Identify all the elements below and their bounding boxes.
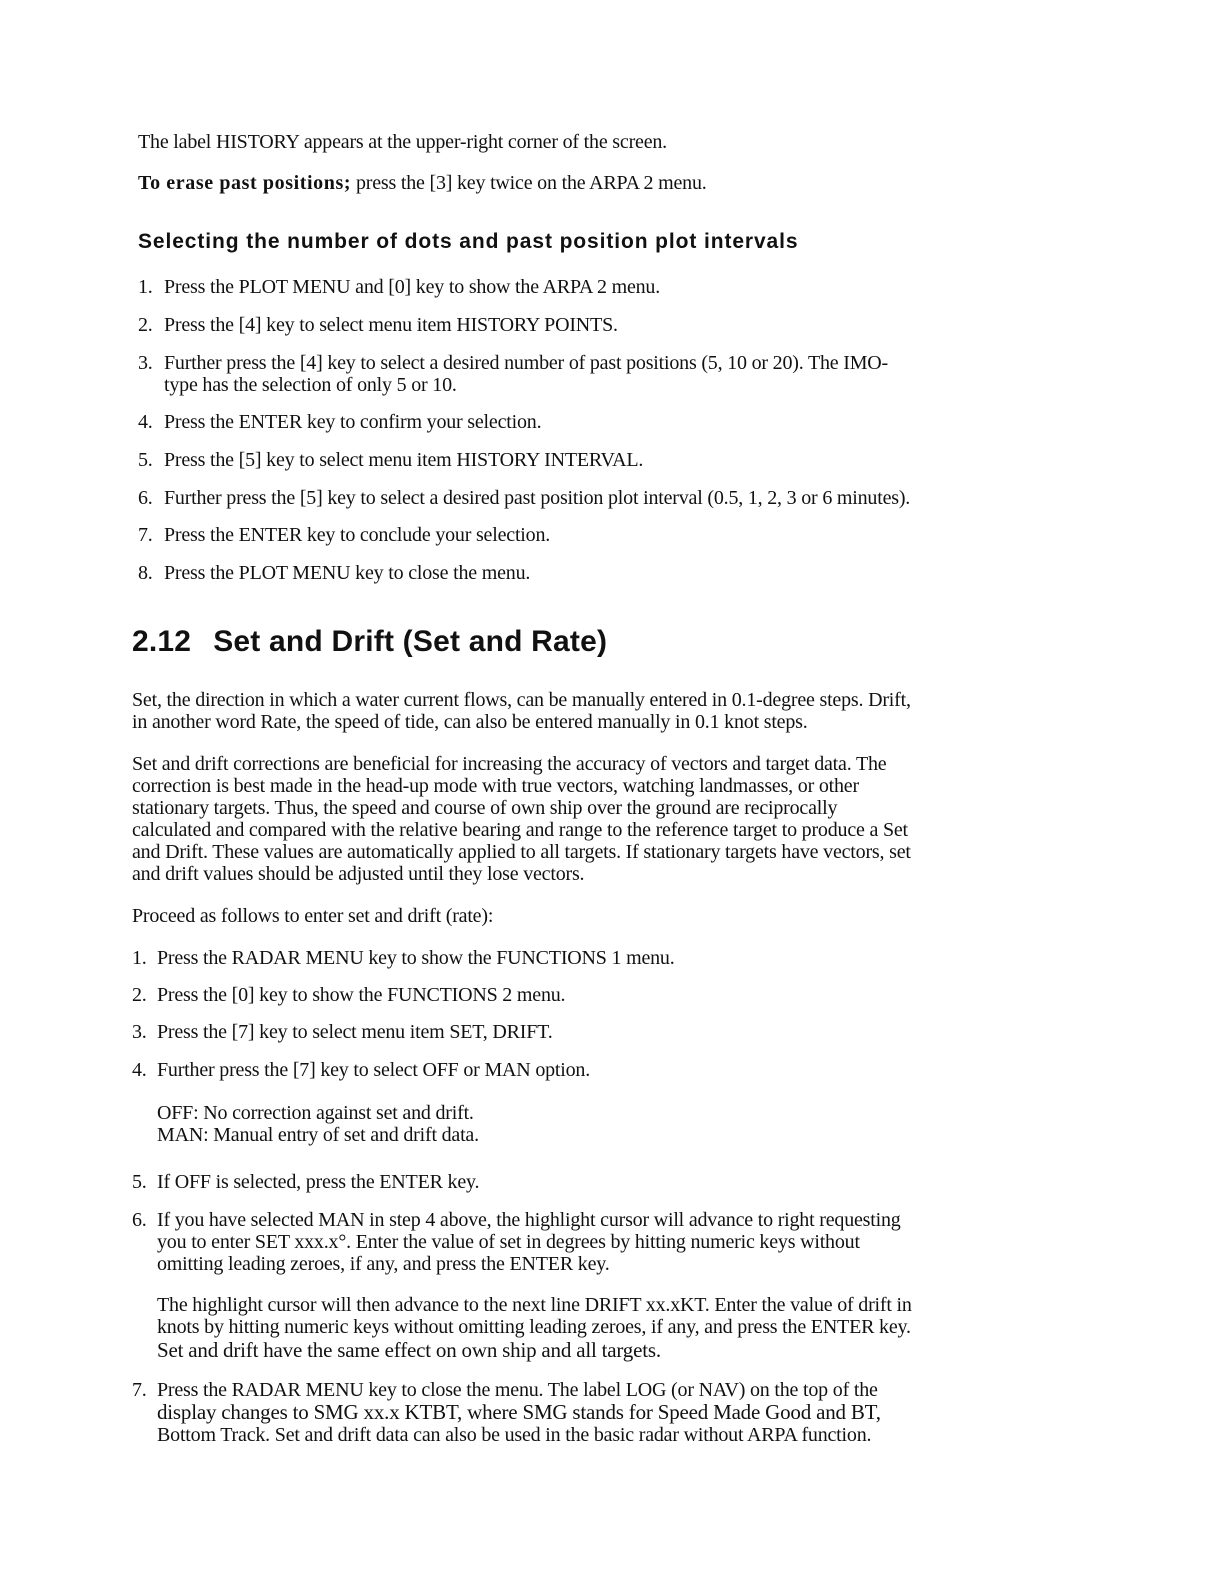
- step-text: Press the ENTER key to conclude your selection.: [164, 524, 551, 546]
- erase-text: press the [3] key twice on the ARPA 2 menu.: [351, 172, 707, 194]
- step-number: 7.: [132, 1379, 147, 1401]
- erase-lead: To erase past positions;: [138, 172, 352, 194]
- section-title: Set and Drift (Set and Rate): [213, 625, 608, 658]
- step-text: Press the [4] key to select menu item HISTORY POINTS.: [164, 314, 618, 336]
- list-item: [132, 1171, 1092, 1195]
- set-drift-paragraph-2-line: calculated and compared with the relative bearing and range to the reference target to produce a Set: [132, 819, 908, 841]
- step-text-continued: omitting leading zeroes, if any, and press the ENTER key.: [157, 1253, 610, 1275]
- list-item: [138, 276, 1098, 300]
- step-number: 3.: [138, 352, 153, 374]
- step-text: Press the [0] key to show the FUNCTIONS 2 menu.: [157, 984, 566, 1006]
- step-text: Further press the [5] key to select a desired past position plot interval (0.5, 1, 2, 3 or 6 minutes).: [164, 487, 911, 509]
- step-text: Press the RADAR MENU key to close the menu. The label LOG (or NAV) on the top of the: [157, 1379, 878, 1401]
- list-item: [138, 562, 1098, 586]
- step-text: Press the PLOT MENU key to close the menu.: [164, 562, 531, 584]
- step-number: 2.: [132, 984, 147, 1006]
- set-drift-paragraph-1-line: in another word Rate, the speed of tide, can also be entered manually in 0.1 knot steps.: [132, 711, 808, 733]
- step-number: 3.: [132, 1021, 147, 1043]
- list-item: [132, 1379, 1092, 1449]
- set-drift-paragraph-2-line: stationary targets. Thus, the speed and course of own ship over the ground are reciprocally: [132, 797, 838, 819]
- step-text: If you have selected MAN in step 4 above, the highlight cursor will advance to right requesting: [157, 1209, 901, 1231]
- list-item: [138, 449, 1098, 473]
- step-text: If OFF is selected, press the ENTER key.: [157, 1171, 480, 1193]
- step-number: 5.: [138, 449, 153, 471]
- step-text: Further press the [7] key to select OFF or MAN option.: [157, 1059, 591, 1081]
- step-text: Press the [7] key to select menu item SET, DRIFT.: [157, 1021, 553, 1043]
- list-item: [138, 352, 1098, 396]
- list-item: [138, 411, 1098, 435]
- list-item: [132, 947, 1092, 971]
- option-note-man: MAN: Manual entry of set and drift data.: [157, 1124, 479, 1146]
- step-number: 6.: [132, 1209, 147, 1231]
- step-text-continued: Bottom Track. Set and drift data can also be used in the basic radar without ARPA function.: [157, 1424, 872, 1446]
- step-text: Press the RADAR MENU key to show the FUNCTIONS 1 menu.: [157, 947, 675, 969]
- list-item: [138, 487, 1098, 511]
- step-number: 4.: [138, 411, 153, 433]
- set-drift-paragraph-2-line: and Drift. These values are automatically applied to all targets. If stationary targets have vectors, set: [132, 841, 911, 863]
- list-item: [132, 1021, 1092, 1045]
- step-number: 4.: [132, 1059, 147, 1081]
- step-text: Further press the [4] key to select a desired number of past positions (5, 10 or 20). The IMO-: [164, 352, 888, 374]
- step-number: 6.: [138, 487, 153, 509]
- list-item: [132, 1209, 1092, 1369]
- step-text: Press the [5] key to select menu item HISTORY INTERVAL.: [164, 449, 644, 471]
- step-number: 7.: [138, 524, 153, 546]
- proceed-paragraph: Proceed as follows to enter set and drift (rate):: [132, 905, 494, 927]
- step-text: Press the PLOT MENU and [0] key to show the ARPA 2 menu.: [164, 276, 661, 298]
- step-number: 5.: [132, 1171, 147, 1193]
- step-text-continued: you to enter SET xxx.x°. Enter the value of set in degrees by hitting numeric keys without: [157, 1231, 860, 1253]
- step-number: 1.: [138, 276, 153, 298]
- step-extra-line: knots by hitting numeric keys without omitting leading zeroes, if any, and press the ENTER key.: [157, 1316, 911, 1338]
- list-item: [138, 314, 1098, 338]
- step-text-continued: type has the selection of only 5 or 10.: [164, 374, 457, 396]
- list-item: [138, 524, 1098, 548]
- step-text-continued: display changes to SMG xx.x KTBT, where SMG stands for Speed Made Good and BT,: [157, 1400, 881, 1424]
- dots-intervals-heading: Selecting the number of dots and past position plot intervals: [138, 230, 799, 253]
- history-label-paragraph: The label HISTORY appears at the upper-right corner of the screen.: [138, 131, 667, 153]
- step-text: Press the ENTER key to confirm your selection.: [164, 411, 542, 433]
- set-drift-paragraph-2-line: and drift values should be adjusted until they lose vectors.: [132, 863, 585, 885]
- set-drift-paragraph-2-line: Set and drift corrections are beneficial for increasing the accuracy of vectors and target data. The: [132, 753, 887, 775]
- section-heading-set-drift: [132, 625, 607, 659]
- step-number: 8.: [138, 562, 153, 584]
- list-item: [132, 984, 1092, 1008]
- section-number: 2.12: [132, 625, 192, 658]
- step-extra-line: The highlight cursor will then advance to the next line DRIFT xx.xKT. Enter the value of drift in: [157, 1294, 912, 1316]
- option-note-off: OFF: No correction against set and drift.: [157, 1102, 474, 1124]
- step-number: 2.: [138, 314, 153, 336]
- step-extra-line: Set and drift have the same effect on own ship and all targets.: [157, 1338, 661, 1362]
- erase-past-positions-paragraph: [138, 172, 707, 194]
- set-drift-paragraph-1-line: Set, the direction in which a water current flows, can be manually entered in 0.1-degree steps. Drift,: [132, 689, 911, 711]
- step-number: 1.: [132, 947, 147, 969]
- set-drift-paragraph-2-line: correction is best made in the head-up mode with true vectors, watching landmasses, or other: [132, 775, 859, 797]
- list-item: [132, 1059, 1092, 1159]
